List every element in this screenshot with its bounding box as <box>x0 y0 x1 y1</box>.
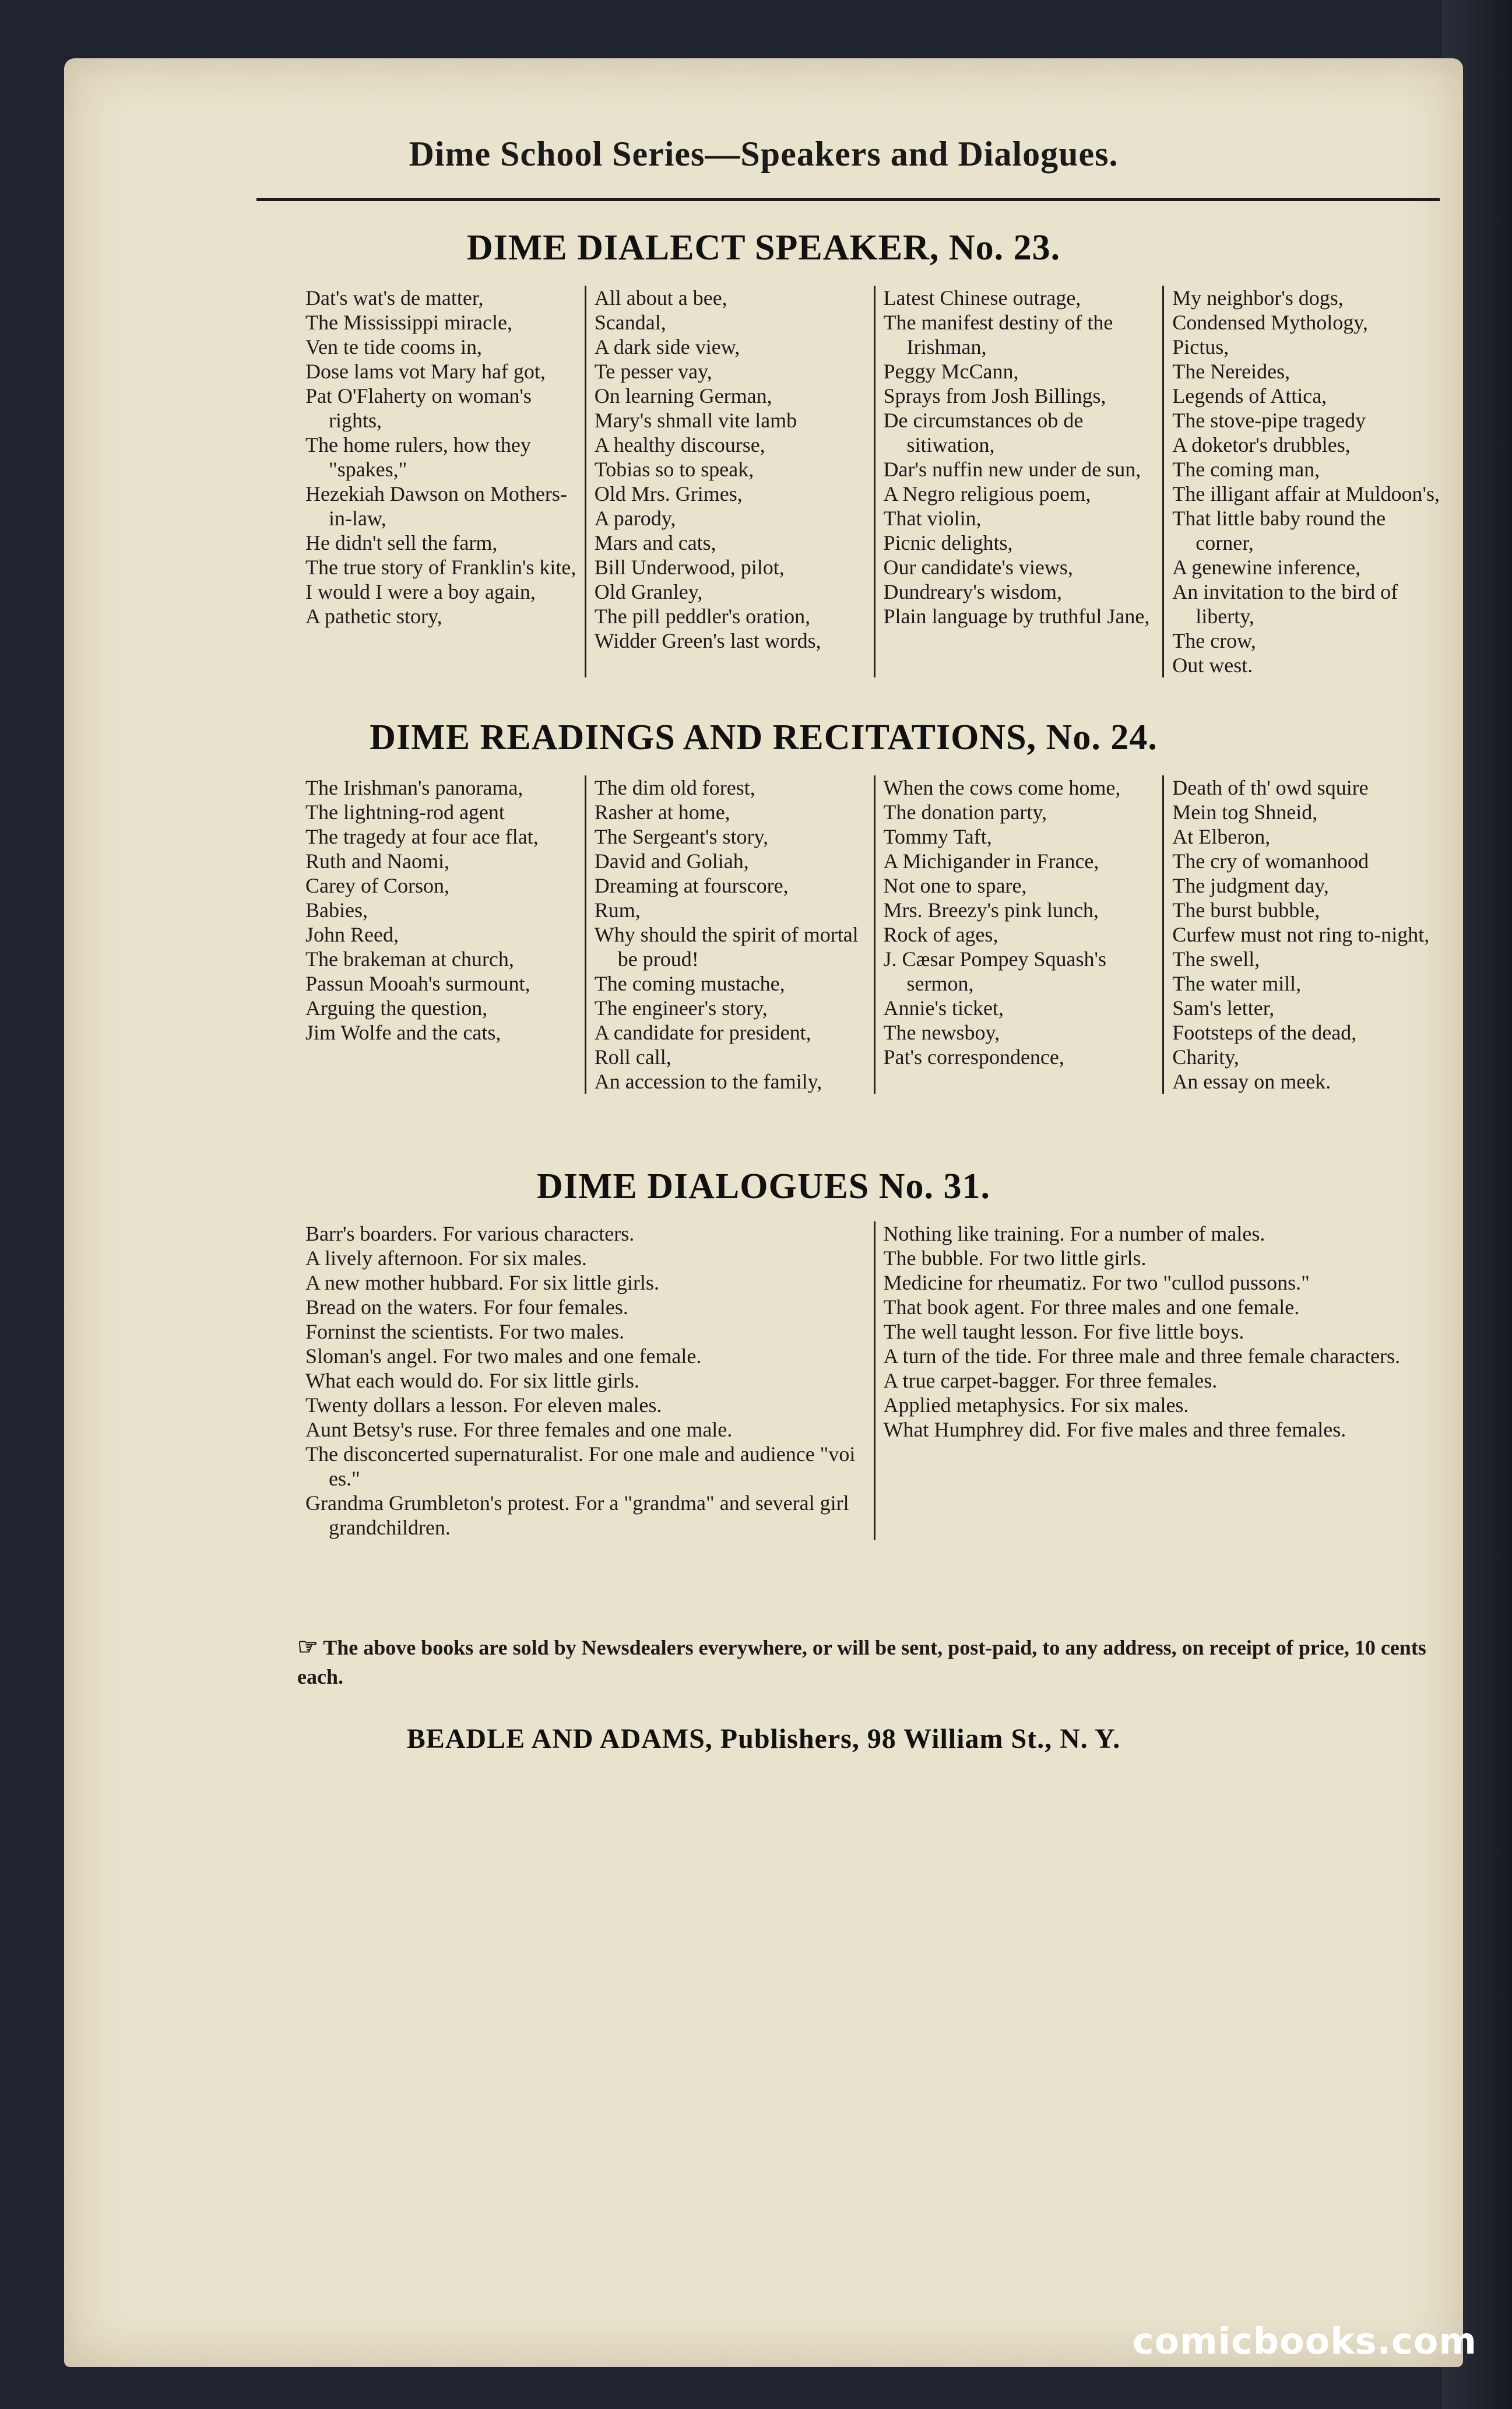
dialect-entry: I would I were a boy again, <box>305 580 536 603</box>
readings-columns <box>297 775 1451 1094</box>
readings-entry: Babies, <box>305 898 368 922</box>
readings-entry: A Michigander in France, <box>883 849 1099 873</box>
dialect-entry: Plain language by truthful Jane, <box>883 605 1150 628</box>
dialect-entry: Bill Underwood, pilot, <box>594 556 785 579</box>
page-header: Dime School Series—Speakers and Dialogues. <box>409 135 1119 173</box>
readings-entry: Roll call, <box>594 1045 671 1069</box>
readings-entry: Rock of ages, <box>883 923 998 946</box>
dialogues-col-1 <box>297 1221 875 1540</box>
readings-entry: The lightning-rod agent <box>305 800 505 824</box>
pointing-hand-icon: ☞ <box>297 1634 318 1660</box>
dialogues-col-2 <box>875 1221 1452 1540</box>
readings-entry: Charity, <box>1172 1045 1239 1069</box>
dialect-entry: Old Granley, <box>594 580 703 603</box>
dialogues-entry: Twenty dollars a lesson. For eleven males. <box>305 1393 662 1417</box>
readings-entry: The Irishman's panorama, <box>305 776 523 799</box>
dialogues-entry: The well taught lesson. For five little boys. <box>883 1320 1244 1343</box>
dialect-entry: Latest Chinese outrage, <box>883 286 1081 310</box>
dialect-entry: Picnic delights, <box>883 531 1013 554</box>
dialect-entry: Dundreary's wisdom, <box>883 580 1062 603</box>
dialogues-entry: The disconcerted supernaturalist. For one male and audience "voi es." <box>305 1442 856 1490</box>
dialogues-entry: A new mother hubbard. For six little girls. <box>305 1271 659 1294</box>
dialect-entry: Mary's shmall vite lamb <box>594 409 797 432</box>
dialect-entry: My neighbor's dogs, <box>1172 286 1344 310</box>
readings-entry: Footsteps of the dead, <box>1172 1021 1357 1044</box>
readings-entry: Arguing the question, <box>305 996 488 1020</box>
readings-entry: Dreaming at fourscore, <box>594 874 789 897</box>
dialogues-columns <box>297 1221 1451 1540</box>
readings-col-2 <box>586 775 875 1094</box>
dialect-entry: A pathetic story, <box>305 605 442 628</box>
dialect-entry: Pictus, <box>1172 335 1229 359</box>
watermark: comicbooks.com <box>1132 2320 1477 2362</box>
dialect-col-3 <box>875 286 1165 677</box>
dialogues-entry: Bread on the waters. For four females. <box>305 1295 628 1319</box>
readings-entry: The water mill, <box>1172 972 1302 995</box>
readings-entry: The Sergeant's story, <box>594 825 769 848</box>
dialogues-entry: What each would do. For six little girls. <box>305 1369 639 1392</box>
dialect-entry: All about a bee, <box>594 286 727 310</box>
dialect-entry: The crow, <box>1172 629 1256 652</box>
dialect-entry: The manifest destiny of the Irishman, <box>883 311 1113 359</box>
dialect-entry: The true story of Franklin's kite, <box>305 556 576 579</box>
dialect-entry: He didn't sell the farm, <box>305 531 498 554</box>
readings-entry: Tommy Taft, <box>883 825 992 848</box>
dialogues-entry: Forninst the scientists. For two males. <box>305 1320 624 1343</box>
dialect-entry: A genewine inference, <box>1172 556 1361 579</box>
dialogues-entry: Sloman's angel. For two males and one female. <box>305 1344 702 1368</box>
dialect-title: DIME DIALECT SPEAKER, No. 23. <box>466 228 1061 268</box>
readings-entry: The coming mustache, <box>594 972 785 995</box>
dialect-col-2 <box>586 286 875 677</box>
readings-entry: The swell, <box>1172 947 1260 971</box>
dialect-entry: Old Mrs. Grimes, <box>594 482 743 505</box>
readings-col-1 <box>297 775 586 1094</box>
ordering-note <box>297 1632 1451 1691</box>
header-rule <box>256 198 1440 201</box>
dialogues-entry: That book agent. For three males and one female. <box>883 1295 1300 1319</box>
dialect-entry: On learning German, <box>594 384 772 408</box>
readings-entry: The engineer's story, <box>594 996 768 1020</box>
readings-entry: Rum, <box>594 898 641 922</box>
dialect-entry: Tobias so to speak, <box>594 458 754 481</box>
readings-col-4 <box>1164 775 1451 1094</box>
dialogues-entry: The bubble. For two little girls. <box>883 1246 1147 1270</box>
readings-entry: When the cows come home, <box>883 776 1121 799</box>
readings-entry: The brakeman at church, <box>305 947 514 971</box>
dialogues-entry: Applied metaphysics. For six males. <box>883 1393 1189 1417</box>
dialogues-entry: A lively afternoon. For six males. <box>305 1246 587 1270</box>
dialect-columns <box>297 286 1451 677</box>
dialogues-entry: Aunt Betsy's ruse. For three females and one male. <box>305 1418 733 1441</box>
readings-entry: Rasher at home, <box>594 800 730 824</box>
readings-entry: Jim Wolfe and the cats, <box>305 1021 501 1044</box>
readings-entry: The tragedy at four ace flat, <box>305 825 539 848</box>
dialect-entry: Dar's nuffin new under de sun, <box>883 458 1141 481</box>
readings-entry: Pat's correspondence, <box>883 1045 1064 1069</box>
readings-entry: Death of th' owd squire <box>1172 776 1369 799</box>
dialect-col-4 <box>1164 286 1451 677</box>
dialect-entry: Te pesser vay, <box>594 360 712 383</box>
dialect-entry: Mars and cats, <box>594 531 716 554</box>
dialect-entry: Ven te tide cooms in, <box>305 335 482 359</box>
readings-entry: Not one to spare, <box>883 874 1027 897</box>
dialect-entry: Scandal, <box>594 311 666 334</box>
dialect-entry: Dat's wat's de matter, <box>305 286 484 310</box>
readings-entry: Annie's ticket, <box>883 996 1004 1020</box>
dialect-entry: A Negro religious poem, <box>883 482 1091 505</box>
dialect-entry: The Mississippi miracle, <box>305 311 512 334</box>
dialect-entry: A dark side view, <box>594 335 740 359</box>
dialect-entry: That violin, <box>883 507 982 530</box>
dialogues-entry: Medicine for rheumatiz. For two "cullod pussons." <box>883 1271 1310 1294</box>
readings-entry: The newsboy, <box>883 1021 1000 1044</box>
readings-entry: A candidate for president, <box>594 1021 811 1044</box>
dialect-entry: The illigant affair at Muldoon's, <box>1172 482 1440 505</box>
readings-entry: An accession to the family, <box>594 1070 822 1093</box>
readings-entry: Mrs. Breezy's pink lunch, <box>883 898 1099 922</box>
dialect-entry: Pat O'Flaherty on woman's rights, <box>305 384 532 432</box>
page <box>64 58 1463 2367</box>
dialect-entry: Peggy McCann, <box>883 360 1019 383</box>
dialect-entry: The coming man, <box>1172 458 1320 481</box>
dialect-entry: A doketor's drubbles, <box>1172 433 1351 456</box>
dialect-entry: The Nereides, <box>1172 360 1291 383</box>
dialogues-entry: Nothing like training. For a number of males. <box>883 1222 1265 1245</box>
dialect-entry: Legends of Attica, <box>1172 384 1327 408</box>
readings-entry: Curfew must not ring to-night, <box>1172 923 1430 946</box>
readings-title: DIME READINGS AND RECITATIONS, No. 24. <box>370 718 1158 757</box>
dialect-entry: The pill peddler's oration, <box>594 605 811 628</box>
readings-entry: J. Cæsar Pompey Squash's sermon, <box>883 947 1107 995</box>
ordering-note-text: The above books are sold by Newsdealers everywhere, or will be sent, post-paid, to any address, on receipt of price, 10 cents each. <box>297 1636 1426 1688</box>
readings-entry: The dim old forest, <box>594 776 755 799</box>
readings-entry: At Elberon, <box>1172 825 1271 848</box>
dialect-entry: The home rulers, how they "spakes," <box>305 433 531 481</box>
dialect-entry: A parody, <box>594 507 676 530</box>
dialect-entry: Hezekiah Dawson on Mothers-in-law, <box>305 482 567 530</box>
readings-entry: The burst bubble, <box>1172 898 1320 922</box>
dialect-entry: That little baby round the corner, <box>1172 507 1386 554</box>
readings-col-3 <box>875 775 1165 1094</box>
dialect-col-1 <box>297 286 586 677</box>
dialogues-entry: Grandma Grumbleton's protest. For a "grandma" and several girl grandchildren. <box>305 1491 849 1539</box>
readings-entry: Why should the spirit of mortal be proud! <box>594 923 859 971</box>
dialect-entry: Sprays from Josh Billings, <box>883 384 1106 408</box>
dialect-entry: A healthy discourse, <box>594 433 765 456</box>
dialect-entry: The stove-pipe tragedy <box>1172 409 1366 432</box>
dialogues-entry: A turn of the tide. For three male and three female characters. <box>883 1344 1401 1368</box>
readings-entry: The cry of womanhood <box>1172 849 1369 873</box>
dialect-entry: An invitation to the bird of liberty, <box>1172 580 1398 628</box>
readings-entry: Ruth and Naomi, <box>305 849 449 873</box>
readings-entry: Passun Mooah's surmount, <box>305 972 530 995</box>
readings-entry: The judgment day, <box>1172 874 1329 897</box>
readings-entry: David and Goliah, <box>594 849 749 873</box>
dialogues-entry: A true carpet-bagger. For three females. <box>883 1369 1218 1392</box>
dialect-entry: De circumstances ob de sitiwation, <box>883 409 1084 456</box>
publisher-line: BEADLE AND ADAMS, Publishers, 98 William St., N. Y. <box>406 1723 1121 1754</box>
readings-entry: The donation party, <box>883 800 1047 824</box>
dialect-entry: Out west. <box>1172 654 1253 677</box>
dialect-entry: Condensed Mythology, <box>1172 311 1368 334</box>
readings-entry: Mein tog Shneid, <box>1172 800 1318 824</box>
dialect-entry: Our candidate's views, <box>883 556 1073 579</box>
readings-entry: Sam's letter, <box>1172 996 1275 1020</box>
dialogues-entry: What Humphrey did. For five males and three females. <box>883 1418 1346 1441</box>
dialect-entry: Dose lams vot Mary haf got, <box>305 360 546 383</box>
dialect-entry: Widder Green's last words, <box>594 629 821 652</box>
readings-entry: John Reed, <box>305 923 399 946</box>
readings-entry: An essay on meek. <box>1172 1070 1331 1093</box>
dialogues-title: DIME DIALOGUES No. 31. <box>536 1167 991 1206</box>
readings-entry: Carey of Corson, <box>305 874 449 897</box>
dialogues-entry: Barr's boarders. For various characters. <box>305 1222 635 1245</box>
